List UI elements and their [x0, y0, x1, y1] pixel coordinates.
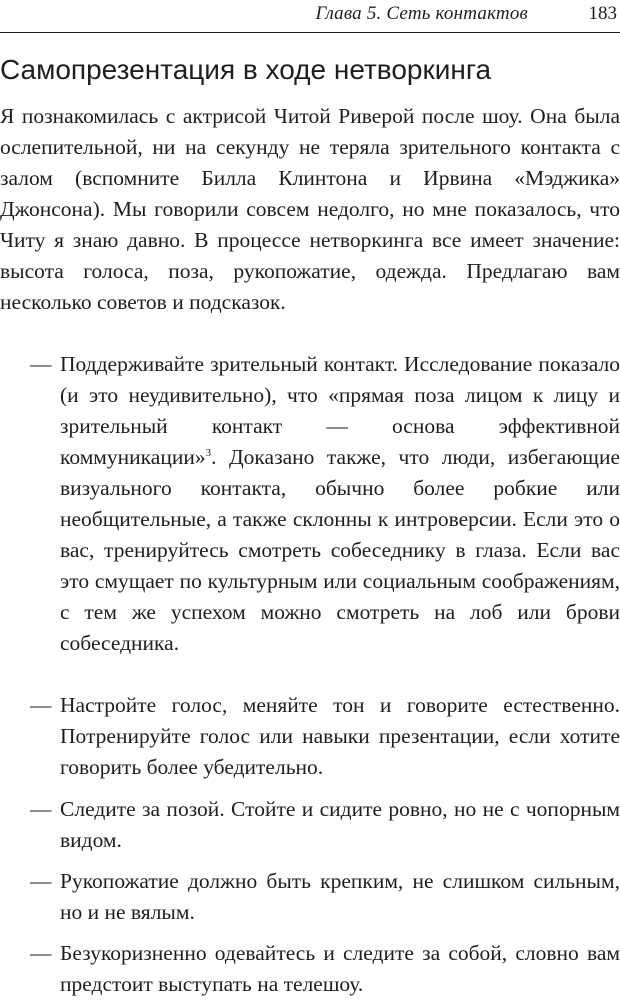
list-dash: —: [30, 797, 52, 821]
list-dash: —: [30, 941, 52, 965]
list-item-dress: [30, 938, 620, 1000]
list-dash: —: [30, 869, 52, 893]
list-dash: —: [30, 352, 52, 376]
list-item-posture: [30, 794, 620, 856]
list-dash: —: [30, 693, 52, 717]
intro-paragraph: Я познакомилась с актрисой Читой Риверой после шоу. Она была ослепительной, ни на секунду не теряла зрительного контакта с залом (вспомните Билла Клинтона и Ирвина «Мэджика» Джонсона). Мы говорили совсем недолго, но мне показалось, что Читу я знаю давно. В процессе нетворкинга все имеет значение: высота голоса, поза, рукопожатие, одежда. Предлагаю вам несколько советов и подсказок.: [0, 104, 620, 314]
running-title: Глава 5. Сеть контактов: [315, 3, 528, 24]
list-item-text: Безукоризненно одевайтесь и следите за собой, словно вам предстоит выступать на телешоу.: [60, 941, 620, 996]
list-item-text: Следите за позой. Стойте и сидите ровно, но не с чопорным видом.: [60, 797, 620, 852]
list-item-text-part: . Доказано также, что люди, избегающие визуального контакта, обычно более робкие или необщительные, а также склонны к интроверсии. Если это о вас, тренируйтесь смотреть собеседнику в глаза. Если вас это смущает по культурным или социальным соображениям, с тем же успехом можно смотреть на лоб или брови собеседника.: [60, 445, 620, 655]
footnote-marker: 3: [205, 446, 212, 459]
list-item-voice: [30, 690, 620, 783]
list-item-text-part: Поддерживайте зрительный контакт. Исследование показало (и это неудивительно), что «прямая поза лицом к лицу и зрительный контакт — основа эффективной коммуникации»: [60, 352, 620, 469]
list-item-text: Рукопожатие должно быть крепким, не слишком сильным, но и не вялым.: [60, 869, 620, 924]
list-item-handshake: [30, 866, 620, 928]
running-head: [0, 0, 620, 33]
list-item-text: Настройте голос, меняйте тон и говорите естественно. Потренируйте голос или навыки презентации, если хотите говорить более убедительно.: [60, 693, 620, 779]
list-item-text: [60, 349, 620, 659]
page-number: 183: [588, 3, 617, 24]
section-title: Самопрезентация в ходе нетворкинга: [0, 54, 492, 85]
list-item-eye-contact: [30, 349, 620, 659]
